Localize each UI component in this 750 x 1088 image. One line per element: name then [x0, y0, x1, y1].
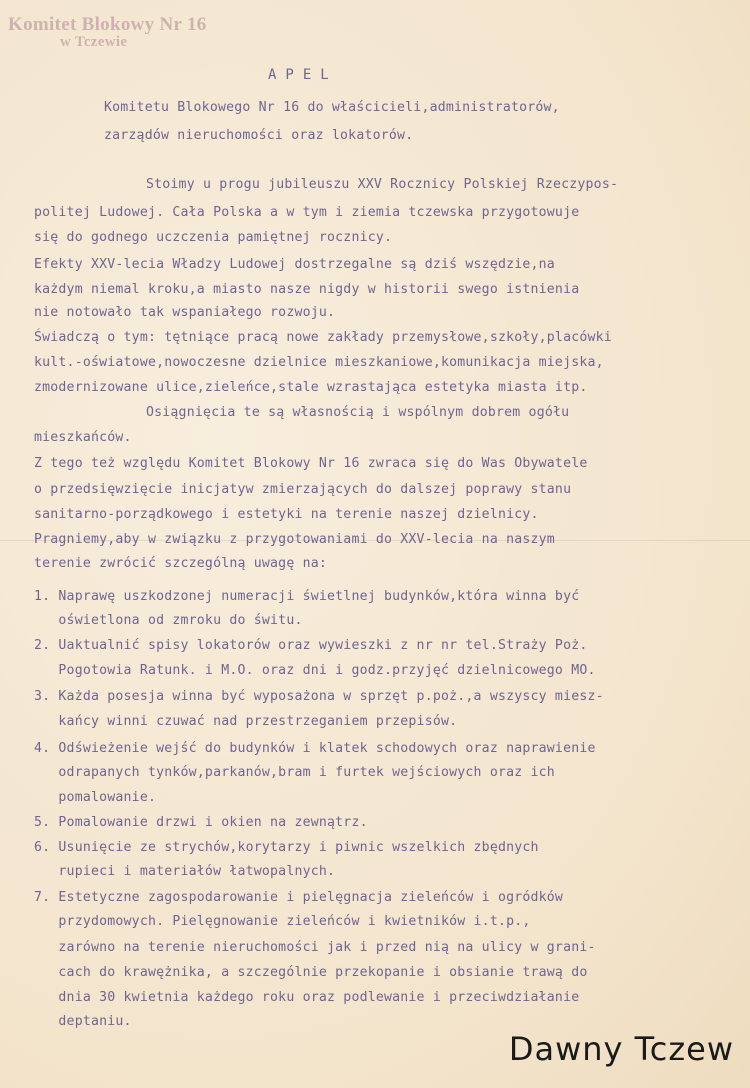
list-item: 5. Pomalowanie drzwi i okien na zewnątrz. [34, 815, 368, 830]
watermark: Dawny Tczew [508, 1030, 734, 1068]
list-item: deptaniu. [34, 1014, 132, 1029]
stamp-line-1: Komitet Blokowy Nr 16 [8, 14, 207, 35]
stamp [8, 14, 223, 51]
text-line: politej Ludowej. Cała Polska a w tym i ziemia tczewska przygotowuje [34, 205, 580, 220]
list-item: dnia 30 kwietnia każdego roku oraz podlewanie i przeciwdziałanie [34, 990, 580, 1005]
list-item: odrapanych tynków,parkanów,bram i furtek wejściowych oraz ich [34, 765, 555, 780]
text-line: każdym niemal kroku,a miasto nasze nigdy w historii swego istnienia [34, 282, 580, 297]
text-line: nie notowało tak wspaniałego rozwoju. [34, 305, 336, 320]
list-item: Pogotowia Ratunk. i M.O. oraz dni i godz.przyjęć dzielnicowego MO. [34, 663, 596, 678]
document-title: APEL [268, 67, 338, 83]
text-line: Świadczą o tym: tętniące pracą nowe zakłady przemysłowe,szkoły,placówki [34, 330, 612, 345]
list-item: oświetlona od zmroku do świtu. [34, 613, 303, 628]
list-item: 6. Usunięcie ze strychów,korytarzy i piwnic wszelkich zbędnych [34, 840, 539, 855]
list-item: 3. Każda posesja winna być wyposażona w sprzęt p.poż.,a wszyscy miesz- [34, 689, 604, 704]
list-item: pomalowanie. [34, 790, 157, 805]
text-line: się do godnego uczczenia pamiętnej rocznicy. [34, 230, 393, 245]
text-line: Efekty XXV-lecia Władzy Ludowej dostrzegalne są dziś wszędzie,na [34, 257, 555, 272]
text-line: Komitetu Blokowego Nr 16 do właścicieli,administratorów, [104, 100, 560, 115]
text-line: Osiągnięcia te są własnością i wspólnym dobrem ogółu [146, 405, 570, 420]
list-item: rupieci i materiałów łatwopalnych. [34, 864, 336, 879]
text-line: terenie zwrócić szczególną uwagę na: [34, 556, 328, 571]
list-item: przydomowych. Pielęgnowanie zieleńców i kwietników i.t.p., [34, 914, 531, 929]
text-line: o przedsięwzięcie inicjatyw zmierzających do dalszej poprawy stanu [34, 482, 572, 497]
list-item: 4. Odświeżenie wejść do budynków i klatek schodowych oraz naprawienie [34, 741, 596, 756]
text-line: kult.-oświatowe,nowoczesne dzielnice mieszkaniowe,komunikacja miejska, [34, 355, 604, 370]
list-item: kańcy winni czuwać nad przestrzeganiem przepisów. [34, 714, 458, 729]
list-item: 1. Naprawę uszkodzonej numeracji świetlnej budynków,która winna być [34, 589, 580, 604]
list-item: 2. Uaktualnić spisy lokatorów oraz wywieszki z nr nr tel.Straży Poż. [34, 638, 588, 653]
text-line: mieszkańców. [34, 430, 132, 445]
text-line: Z tego też względu Komitet Blokowy Nr 16 zwraca się do Was Obywatele [34, 456, 588, 471]
text-line: zmodernizowane ulice,zieleńce,stale wzrastająca estetyka miasta itp. [34, 380, 588, 395]
text-line: Stoimy u progu jubileuszu XXV Rocznicy Polskiej Rzeczypos- [146, 177, 619, 192]
stamp-line-2: w Tczewie [60, 34, 128, 50]
text-line: zarządów nieruchomości oraz lokatorów. [104, 128, 414, 143]
list-item: 7. Estetyczne zagospodarowanie i pielęgnacja zieleńców i ogródków [34, 890, 564, 905]
list-item: zarówno na terenie nieruchomości jak i przed nią na ulicy w grani- [34, 940, 596, 955]
text-line: sanitarno-porządkowego i estetyki na terenie naszej dzielnicy. [34, 507, 539, 522]
text-line: Pragniemy,aby w związku z przygotowaniami do XXV-lecia na naszym [34, 532, 555, 547]
list-item: cach do krawężnika, a szczególnie przekopanie i obsianie trawą do [34, 965, 588, 980]
